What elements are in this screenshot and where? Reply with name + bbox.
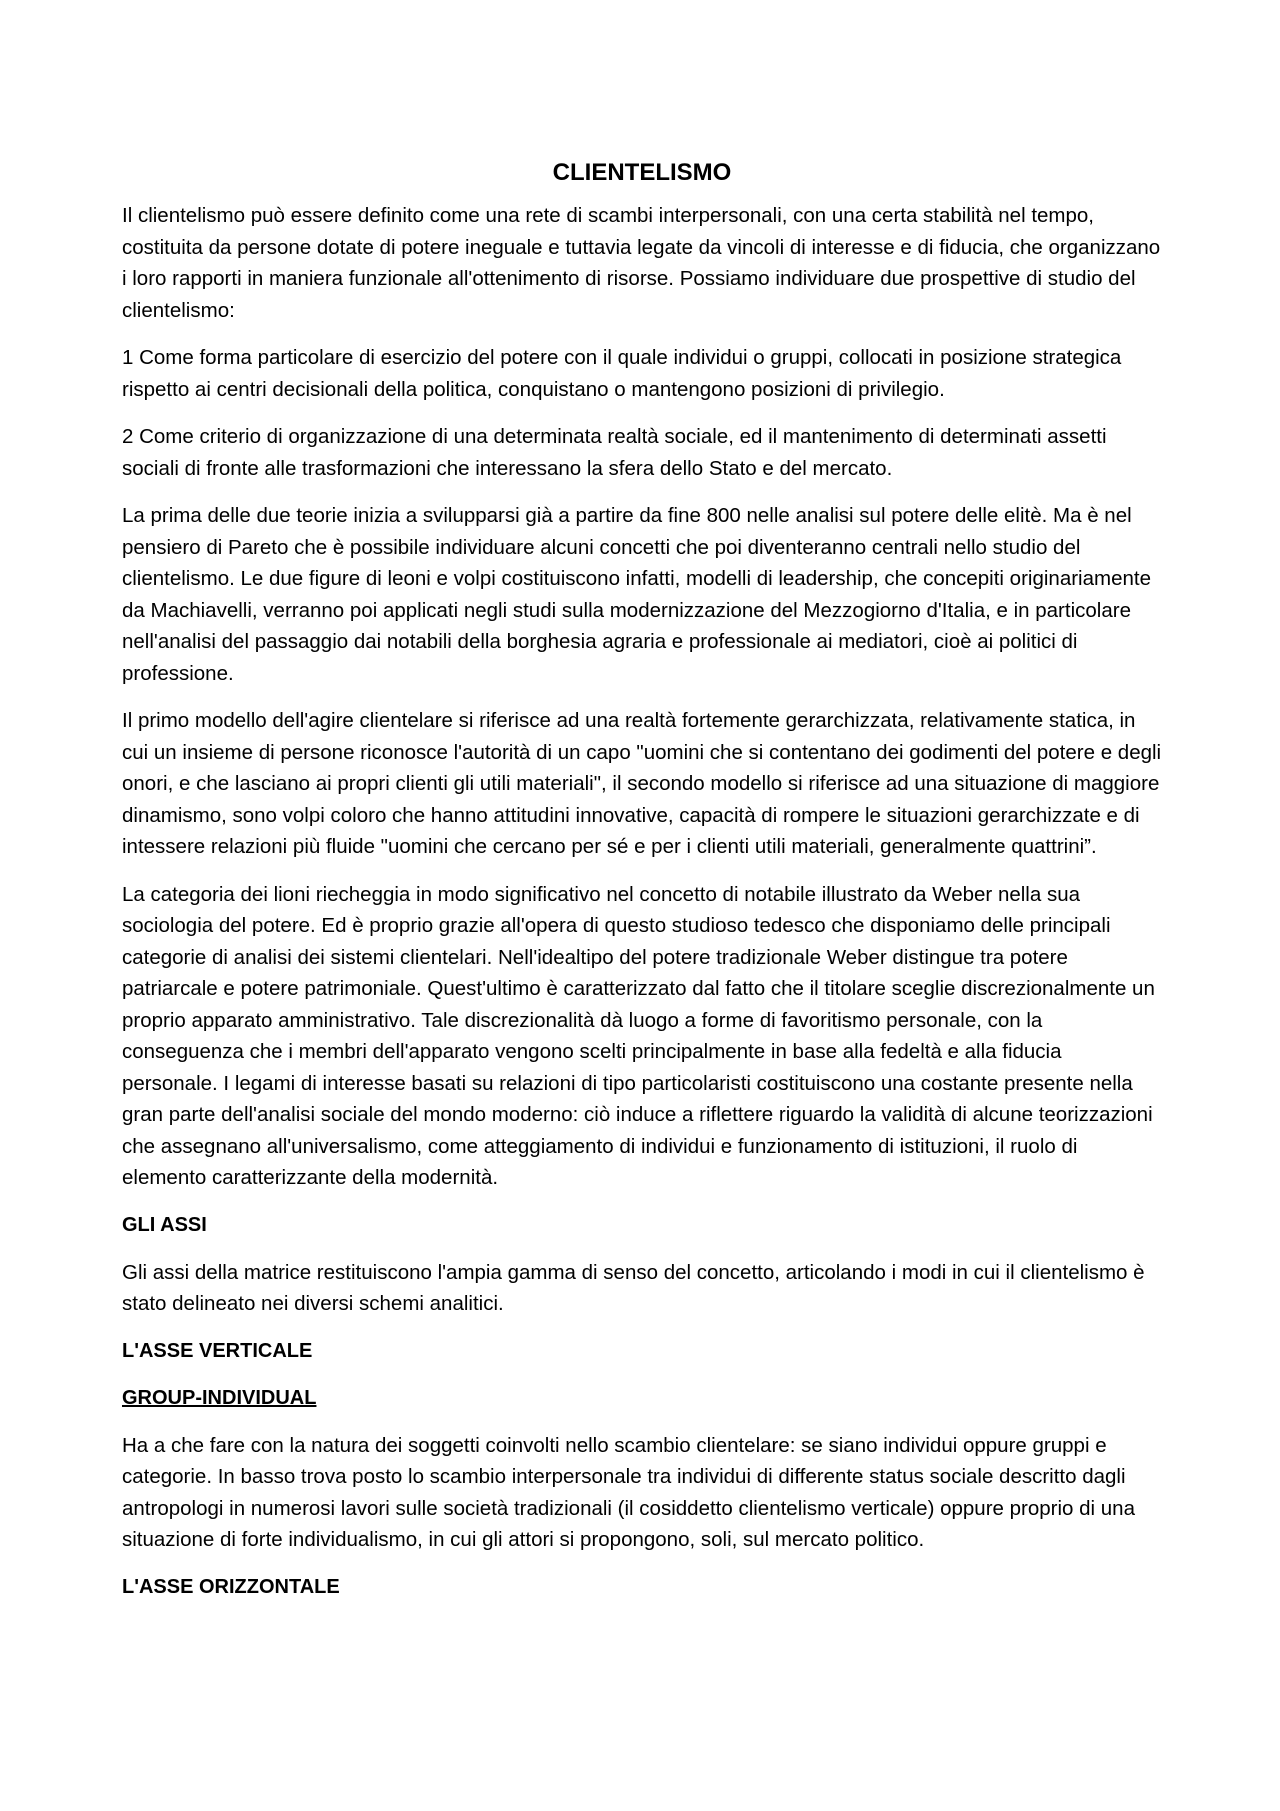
paragraph-assi: Gli assi della matrice restituiscono l'ampia gamma di senso del concetto, articolando i modi in cui il clientelismo è stato delineato nei diversi schemi analitici. (122, 1260, 1145, 1315)
paragraph-perspective-2: 2 Come criterio di organizzazione di una determinata realtà sociale, ed il mantenimento di determinati assetti sociali di fronte alle trasformazioni che interessano la sfera dello Stato e del mercato. (122, 425, 1107, 480)
paragraph-models: Il primo modello dell'agire clientelare si riferisce ad una realtà fortemente gerarchizzata, relativamente statica, in cui un insieme di persone riconosce l'autorità di un capo "uomini che si contentano dei godimenti del potere e degli onori, e che lasciano ai propri clienti gli utili materiali", il secondo modello si riferisce ad una situazione di maggiore dinamismo, sono volpi coloro che hanno attitudini innovative, capacità di rompere le situazioni gerarchizzate e di intessere relazioni più fluide "uomini che cercano per sé e per i clienti utili materiali, generalmente quattrini”. (122, 709, 1162, 858)
document-title: CLIENTELISMO (552, 159, 732, 186)
paragraph-weber: La categoria dei lioni riecheggia in modo significativo nel concetto di notabile illustrato da Weber nella sua sociologia del potere. Ed è proprio grazie all'opera di questo studioso tedesco che disponiamo delle principali categorie di analisi dei sistemi clientelari. Nell'idealtipo del potere tradizionale Weber distingue tra potere patriarcale e potere patrimoniale. Quest'ultimo è caratterizzato dal fatto che il titolare sceglie discrezionalmente un proprio apparato amministrativo. Tale discrezionalità dà luogo a forme di favoritismo personale, con la conseguenza che i membri dell'apparato vengono scelti principalmente in base alla fedeltà e alla fiducia personale. I legami di interesse basati su relazioni di tipo particolaristi costituiscono una costante presente nella gran parte dell'analisi sociale del mondo moderno: ciò induce a riflettere riguardo la validità di alcune teorizzazioni che assegnano all'universalismo, come atteggiamento di individui e funzionamento di istituzioni, il ruolo di elemento caratterizzante della modernità. (122, 882, 1155, 1189)
paragraph-group-individual: Ha a che fare con la natura dei soggetti coinvolti nello scambio clientelare: se siano individui oppure gruppi e categorie. In basso trova posto lo scambio interpersonale tra individui di differente status sociale descritto dagli antropologi in numerosi lavori sulle società tradizionali (il cosiddetto clientelismo verticale) oppure proprio di una situazione di forte individualismo, in cui gli attori si propongono, soli, sul mercato politico. (122, 1433, 1135, 1551)
heading-group-individual: GROUP-INDIVIDUAL (122, 1386, 317, 1409)
heading-asse-orizzontale: L'ASSE ORIZZONTALE (122, 1575, 340, 1598)
paragraph-perspective-1: 1 Come forma particolare di esercizio del potere con il quale individui o gruppi, collocati in posizione strategica rispetto ai centri decisionali della politica, conquistano o mantengono posizioni di privilegio. (122, 346, 1122, 401)
paragraph-pareto: La prima delle due teorie inizia a svilupparsi già a partire da fine 800 nelle analisi sul potere delle elitè. Ma è nel pensiero di Pareto che è possibile individuare alcuni concetti che poi diventeranno centrali nello studio del clientelismo. Le due figure di leoni e volpi costituiscono infatti, modelli di leadership, che concepiti originariamente da Machiavelli, verranno poi applicati negli studi sulla modernizzazione del Mezzogiorno d'Italia, e in particolare nell'analisi del passaggio dai notabili della borghesia agraria e professionale ai mediatori, cioè ai politici di professione. (122, 504, 1151, 685)
heading-asse-verticale: L'ASSE VERTICALE (122, 1339, 313, 1362)
paragraph-definition: Il clientelismo può essere definito come una rete di scambi interpersonali, con una certa stabilità nel tempo, costituita da persone dotate di potere ineguale e tuttavia legate da vincoli di interesse e di fiducia, che organizzano i loro rapporti in maniera funzionale all'ottenimento di risorse. Possiamo individuare due prospettive di studio del clientelismo: (122, 204, 1161, 322)
heading-gli-assi: GLI ASSI (122, 1213, 207, 1236)
